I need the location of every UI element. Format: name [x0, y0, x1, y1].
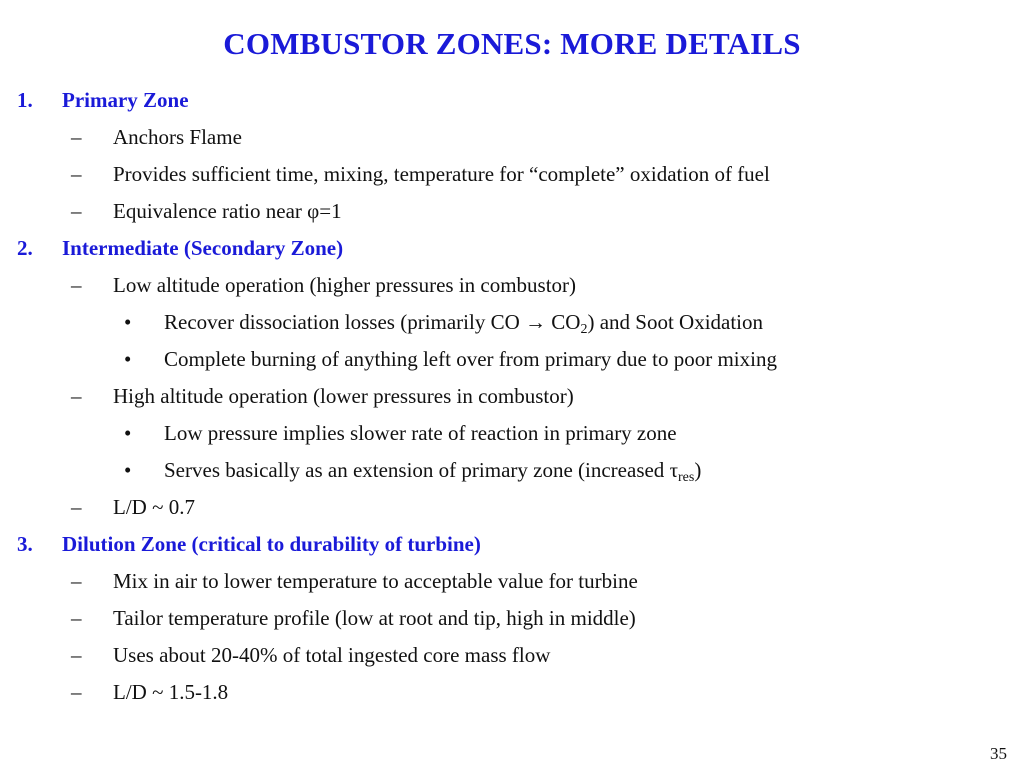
list-item-text — [164, 304, 763, 341]
dash-marker: – — [71, 495, 82, 519]
dash-marker: – — [71, 273, 82, 297]
dash-marker: – — [71, 643, 82, 667]
text-fragment: Serves basically as an extension of primary zone (increased — [164, 458, 670, 482]
bullet-marker: • — [124, 347, 132, 371]
subscript: res — [678, 470, 695, 485]
sub-list-item — [0, 452, 1024, 489]
list-item-text: Low pressure implies slower rate of reaction in primary zone — [164, 421, 677, 445]
list-item — [0, 637, 1024, 674]
dash-marker: – — [71, 680, 82, 704]
list-item-text: L/D ~ 1.5-1.8 — [113, 680, 229, 704]
list-item — [0, 378, 1024, 415]
sub-list-item — [0, 304, 1024, 341]
list-item-text — [164, 452, 701, 489]
list-item-text: Provides sufficient time, mixing, temperature for “complete” oxidation of fuel — [113, 162, 770, 186]
tau-symbol: τ — [669, 458, 679, 482]
subscript: 2 — [580, 322, 588, 337]
bullet-marker: • — [124, 458, 132, 482]
text-fragment: Recover dissociation losses (primarily CO → CO — [164, 310, 581, 334]
list-item-text: High altitude operation (lower pressures in combustor) — [113, 384, 574, 408]
list-item — [0, 193, 1024, 230]
list-item — [0, 674, 1024, 711]
bullet-marker: • — [124, 310, 132, 334]
list-item-text: Tailor temperature profile (low at root and tip, high in middle) — [113, 606, 636, 630]
list-item — [0, 563, 1024, 600]
list-item-text: Uses about 20-40% of total ingested core mass flow — [113, 643, 551, 667]
section-heading-dilution-zone — [0, 526, 1024, 563]
section-heading-intermediate-zone — [0, 230, 1024, 267]
dash-marker: – — [71, 606, 82, 630]
text-fragment: ) and Soot Oxidation — [587, 310, 764, 334]
bullet-marker: • — [124, 421, 132, 445]
section-heading: Primary Zone — [62, 88, 189, 112]
slide-title: COMBUSTOR ZONES: MORE DETAILS — [223, 26, 801, 61]
dash-marker: – — [71, 569, 82, 593]
list-item-text: Complete burning of anything left over from primary due to poor mixing — [164, 347, 777, 371]
text-fragment: Equivalence ratio near — [113, 199, 308, 223]
section-number: 2. — [17, 236, 33, 260]
list-item — [0, 156, 1024, 193]
section-heading-primary-zone — [0, 82, 1024, 119]
list-item — [0, 600, 1024, 637]
phi-symbol: φ — [307, 199, 320, 223]
dash-marker: – — [71, 162, 82, 186]
text-fragment: ) — [694, 458, 702, 482]
slide-content — [0, 82, 1024, 711]
list-item-text: Low altitude operation (higher pressures in combustor) — [113, 273, 577, 297]
list-item-text: L/D ~ 0.7 — [113, 495, 195, 519]
section-number: 3. — [17, 532, 33, 556]
list-item — [0, 489, 1024, 526]
section-number: 1. — [17, 88, 33, 112]
list-item-text: Anchors Flame — [113, 125, 242, 149]
text-fragment: =1 — [319, 199, 342, 223]
list-item-text — [113, 193, 342, 230]
sub-list-item — [0, 341, 1024, 378]
page-number: 35 — [990, 744, 1007, 763]
list-item — [0, 119, 1024, 156]
section-heading: Dilution Zone (critical to durability of turbine) — [62, 532, 481, 556]
list-item-text: Mix in air to lower temperature to acceptable value for turbine — [113, 569, 638, 593]
list-item — [0, 267, 1024, 304]
dash-marker: – — [71, 125, 82, 149]
dash-marker: – — [71, 384, 82, 408]
section-heading: Intermediate (Secondary Zone) — [62, 236, 344, 260]
sub-list-item — [0, 415, 1024, 452]
dash-marker: – — [71, 199, 82, 223]
